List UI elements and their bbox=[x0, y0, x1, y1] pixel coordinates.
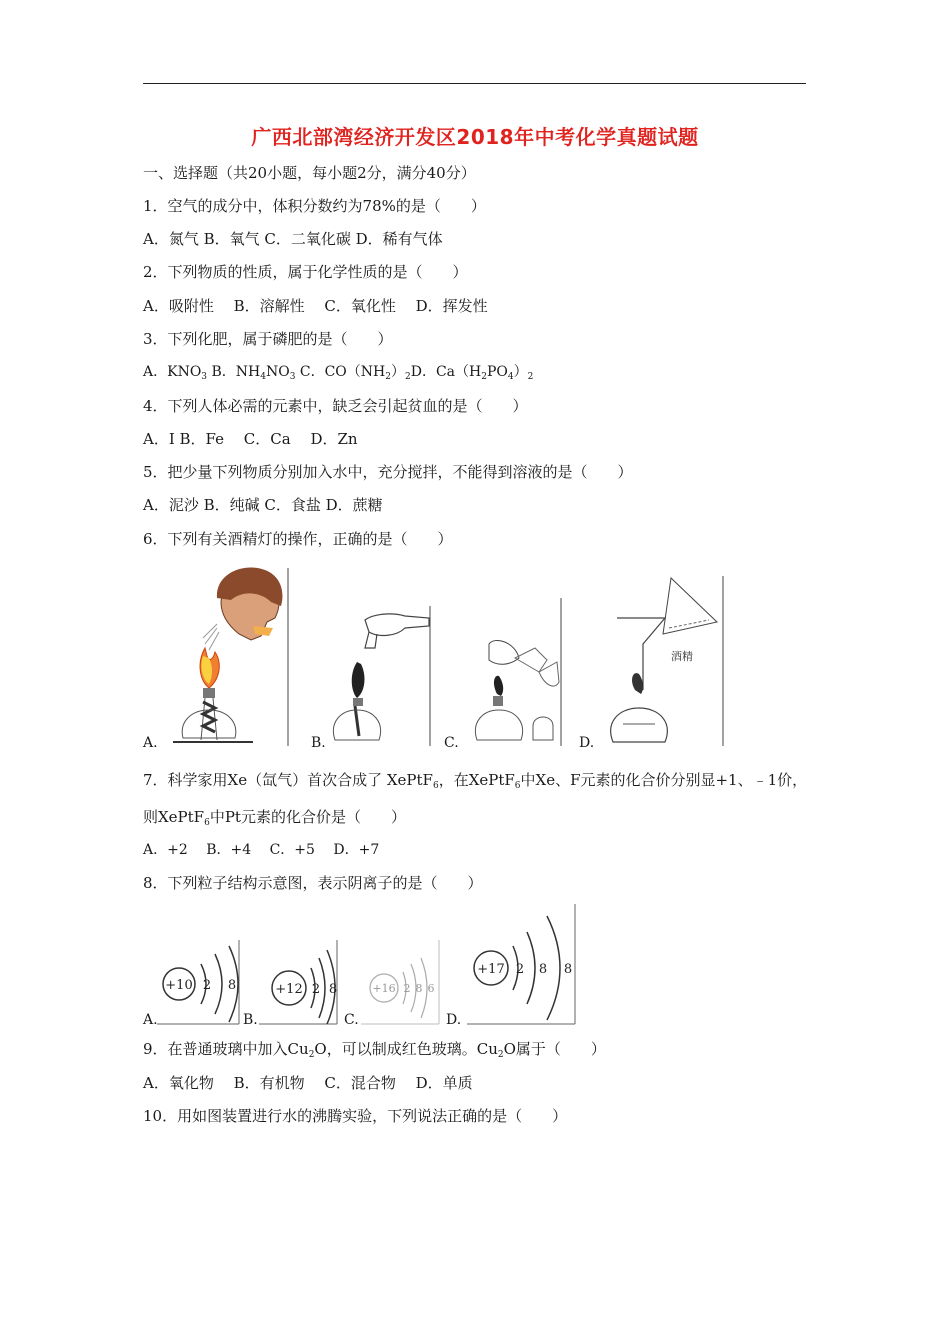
q4-stem: 4．下列人体必需的元素中，缺乏会引起贫血的是（ ） bbox=[143, 397, 528, 415]
atom-d bbox=[467, 904, 575, 1024]
q6-label-a: A. bbox=[143, 735, 158, 751]
atom-b bbox=[259, 940, 337, 1024]
atom-d-shell-1: 2 bbox=[515, 962, 525, 977]
q6-stem: 6．下列有关酒精灯的操作，正确的是（ ） bbox=[143, 530, 453, 548]
atom-a-nucleus: +10 bbox=[165, 978, 193, 993]
q7-options: A．+2 B．+4 C．+5 D．+7 bbox=[143, 842, 380, 858]
q2-stem: 2．下列物质的性质，属于化学性质的是（ ） bbox=[143, 263, 468, 281]
figure-c-lighting-lamp bbox=[475, 598, 561, 746]
atom-d-shell-3: 8 bbox=[563, 962, 573, 977]
q1-stem: 1．空气的成分中，体积分数约为78%的是（ ） bbox=[143, 197, 486, 215]
q5-options: A．泥沙 B．纯碱 C．食盐 D．蔗糖 bbox=[143, 496, 383, 514]
q8-label-a: A. bbox=[143, 1012, 158, 1028]
q1-options: A．氮气 B．氧气 C．二氧化碳 D．稀有气体 bbox=[143, 230, 443, 248]
document-title: 广西北部湾经济开发区2018年中考化学真题试题 bbox=[251, 125, 699, 149]
q8-stem: 8．下列粒子结构示意图，表示阴离子的是（ ） bbox=[143, 874, 483, 892]
section-heading: 一、选择题（共20小题，每小题2分，满分40分） bbox=[143, 164, 476, 182]
q10-stem: 10．用如图装置进行水的沸腾实验，下列说法正确的是（ ） bbox=[143, 1107, 568, 1125]
q8-label-c: C. bbox=[344, 1012, 359, 1028]
q3-options: A．$KNO_3$ B．$NH_4NO_3$ C．$CO(NH_2)_2D$．$Ca(H_2PO_4)_2$ bbox=[143, 364, 534, 382]
q3-stem: 3．下列化肥，属于磷肥的是（ ） bbox=[143, 330, 393, 348]
q2-options: A．吸附性 B．溶解性 C．氧化性 D．挥发性 bbox=[143, 297, 488, 315]
q8-label-b: B. bbox=[243, 1012, 258, 1028]
atom-a-shell-2: 8 bbox=[227, 978, 237, 993]
q6-label-d: D. bbox=[579, 735, 595, 751]
atom-d-nucleus: +17 bbox=[477, 962, 505, 977]
header-rule bbox=[143, 83, 806, 84]
atom-c-shell-1: 2 bbox=[403, 982, 411, 995]
figure-d-adding-alcohol bbox=[611, 576, 723, 746]
atom-b-nucleus: +12 bbox=[275, 982, 303, 997]
atom-b-shell-1: 2 bbox=[311, 982, 321, 997]
figure-a-blowing-lamp bbox=[173, 568, 288, 746]
q6-figures bbox=[143, 562, 743, 752]
atom-b-shell-2: 8 bbox=[328, 982, 338, 997]
q5-stem: 5．把少量下列物质分别加入水中，充分搅拌，不能得到溶液的是（ ） bbox=[143, 463, 633, 481]
figure-b-capping-lamp bbox=[333, 606, 430, 746]
q8-figures bbox=[143, 902, 583, 1027]
q7-line2: 则XePtF$_6$中Pt元素的化合价是（ ） bbox=[143, 808, 406, 828]
figure-d-label: 酒精 bbox=[671, 650, 693, 663]
atom-d-shell-2: 8 bbox=[538, 962, 548, 977]
atom-c-shell-3: 6 bbox=[427, 982, 435, 995]
q4-options: A．I B．Fe C．Ca D．Zn bbox=[143, 430, 358, 448]
q6-label-b: B. bbox=[311, 735, 326, 751]
q8-label-d: D. bbox=[446, 1012, 462, 1028]
atom-a bbox=[157, 940, 239, 1024]
atom-a-shell-1: 2 bbox=[202, 978, 212, 993]
q6-label-c: C. bbox=[444, 735, 459, 751]
q9-stem: 9．在普通玻璃中加入$Cu_2O$，可以制成红色玻璃。$Cu_2O$属于（ ） bbox=[143, 1040, 606, 1060]
atom-c bbox=[361, 940, 439, 1024]
atom-c-nucleus: +16 bbox=[372, 982, 396, 995]
atom-c-shell-2: 8 bbox=[415, 982, 423, 995]
q7-line1: 7．科学家用Xe（氙气）首次合成了 XePtF$_6$，在XePtF$_6$中Xe、F元素的化合价分别显+1、﹣1价， bbox=[143, 771, 808, 791]
q9-options: A．氧化物 B．有机物 C．混合物 D．单质 bbox=[143, 1074, 473, 1092]
